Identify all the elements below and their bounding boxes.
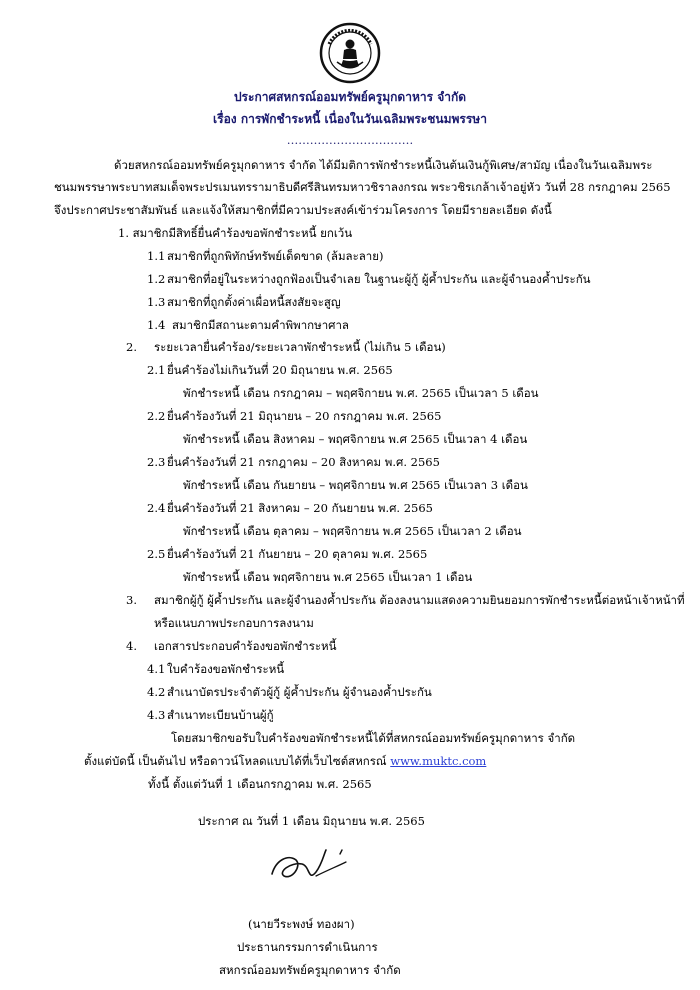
effective-date: ทั้งนี้ ตั้งแต่วันที่ 1 เดือนกรกฎาคม พ.ศ. 2565	[148, 777, 372, 791]
period-item-suspend: พักชำระหนี้ เดือน กรกฎาคม – พฤศจิกายน พ.ศ. 2565 เป็นเวลา 5 เดือน	[183, 386, 539, 400]
period-item-suspend: พักชำระหนี้ เดือน พฤศจิกายน พ.ศ 2565 เป็นเวลา 1 เดือน	[183, 570, 473, 584]
section-1-heading: 1. สมาชิกมีสิทธิ์ยื่นคำร้องขอพักชำระหนี้ ยกเว้น	[118, 226, 353, 240]
document-item-text: สำเนาทะเบียนบ้านผู้กู้	[167, 708, 274, 722]
section-2-number: 2.	[126, 340, 137, 354]
section-3-line-2: หรือแนบภาพประกอบการลงนาม	[154, 616, 314, 630]
period-item-number: 2.4	[147, 501, 166, 515]
section-4-heading: เอกสารประกอบคำร้องขอพักชำระหนี้	[154, 639, 337, 653]
period-item-number: 2.1	[147, 363, 166, 377]
period-item-suspend: พักชำระหนี้ เดือน กันยายน – พฤศจิกายน พ.ศ 2565 เป็นเวลา 3 เดือน	[183, 478, 528, 492]
handwritten-signature	[266, 846, 362, 892]
document-subject: เรื่อง การพักชำระหนี้ เนื่องในวันเฉลิมพระชนมพรรษา	[213, 112, 487, 126]
section-1-item-number: 1.4	[147, 318, 166, 332]
period-item-submit: ยื่นคำร้องวันที่ 21 กรกฎาคม – 20 สิงหาคม พ.ศ. 2565	[167, 455, 440, 469]
document-item-number: 4.2	[147, 685, 166, 699]
section-1-item-number: 1.1	[147, 249, 166, 263]
document-item-text: สำเนาบัตรประจำตัวผู้กู้ ผู้ค้ำประกัน ผู้จำนองค้ำประกัน	[167, 685, 432, 699]
intro-line-2: ชนมพรรษาพระบาทสมเด็จพระปรเมนทรรามาธิบดีศรีสินทรมหาวชิราลงกรณ พระวชิรเกล้าเจ้าอยู่หัว วันที่ 28 กรกฎาคม 2565	[54, 180, 671, 194]
document-item-number: 4.1	[147, 662, 166, 676]
section-1-item-text: สมาชิกที่อยู่ในระหว่างถูกฟ้องเป็นจำเลย ในฐานะผู้กู้ ผู้ค้ำประกัน และผู้จำนองค้ำประกัน	[167, 272, 591, 286]
website-link[interactable]: www.muktc.com	[390, 754, 487, 768]
section-1-item-text: สมาชิกมีสถานะตามคำพิพากษาศาล	[172, 318, 349, 332]
period-item-submit: ยื่นคำร้องวันที่ 21 สิงหาคม – 20 กันยายน พ.ศ. 2565	[167, 501, 433, 515]
period-item-number: 2.2	[147, 409, 166, 423]
period-item-submit: ยื่นคำร้องวันที่ 21 กันยายน – 20 ตุลาคม พ.ศ. 2565	[167, 547, 428, 561]
section-1-item-number: 1.2	[147, 272, 166, 286]
section-3-line-1: สมาชิกผู้กู้ ผู้ค้ำประกัน และผู้จำนองค้ำประกัน ต้องลงนามแสดงความยินยอมการพักชำระหนี้ต่อหน้าเจ้าหน้าที่	[154, 593, 685, 607]
period-item-number: 2.3	[147, 455, 166, 469]
document-item-number: 4.3	[147, 708, 166, 722]
closing-line-1: โดยสมาชิกขอรับใบคำร้องขอพักชำระหนี้ได้ที่สหกรณ์ออมทรัพย์ครูมุกดาหาร จำกัด	[171, 731, 576, 745]
period-item-suspend: พักชำระหนี้ เดือน สิงหาคม – พฤศจิกายน พ.ศ 2565 เป็นเวลา 4 เดือน	[183, 432, 528, 446]
section-1-item-number: 1.3	[147, 295, 166, 309]
document-title: ประกาศสหกรณ์ออมทรัพย์ครูมุกดาหาร จำกัด	[233, 90, 467, 104]
announce-date: ประกาศ ณ วันที่ 1 เดือน มิถุนายน พ.ศ. 2565	[198, 814, 425, 828]
title-rule: ……………………………	[286, 133, 414, 147]
intro-line-1: ด้วยสหกรณ์ออมทรัพย์ครูมุกดาหาร จำกัด ได้มีมติการพักชำระหนี้เงินต้นเงินกู้พิเศษ/สามัญ เนื่องในวันเฉลิมพระ	[114, 158, 653, 172]
period-item-number: 2.5	[147, 547, 166, 561]
cooperative-seal-logo	[319, 22, 381, 84]
section-1-item-text: สมาชิกที่ถูกตั้งค่าเผื่อหนี้สงสัยจะสูญ	[167, 295, 341, 309]
period-item-submit: ยื่นคำร้องวันที่ 21 มิถุนายน – 20 กรกฎาคม พ.ศ. 2565	[167, 409, 442, 423]
intro-line-3: จึงประกาศประชาสัมพันธ์ และแจ้งให้สมาชิกที่มีความประสงค์เข้าร่วมโครงการ โดยมีรายละเอียด ดังนี้	[54, 203, 552, 217]
closing-line-2-text: ตั้งแต่บัดนี้ เป็นต้นไป หรือดาวน์โหลดแบบได้ที่เว็บไซต์สหกรณ์	[84, 754, 387, 768]
section-2-heading: ระยะเวลายื่นคำร้อง/ระยะเวลาพักชำระหนี้ (ไม่เกิน 5 เดือน)	[154, 340, 446, 354]
signatory-position: ประธานกรรมการดำเนินการ	[237, 940, 378, 954]
period-item-suspend: พักชำระหนี้ เดือน ตุลาคม – พฤศจิกายน พ.ศ 2565 เป็นเวลา 2 เดือน	[183, 524, 522, 538]
section-3-number: 3.	[126, 593, 137, 607]
period-item-submit: ยื่นคำร้องไม่เกินวันที่ 20 มิถุนายน พ.ศ. 2565	[167, 363, 393, 377]
signatory-name: (นายวีระพงษ์ ทองผา)	[248, 917, 355, 931]
section-4-number: 4.	[126, 639, 137, 653]
closing-line-2	[84, 754, 486, 768]
section-1-item-text: สมาชิกที่ถูกพิทักษ์ทรัพย์เด็ดขาด (ล้มละลาย)	[167, 249, 384, 263]
document-item-text: ใบคำร้องขอพักชำระหนี้	[167, 662, 285, 676]
signatory-organization: สหกรณ์ออมทรัพย์ครูมุกดาหาร จำกัด	[219, 963, 401, 977]
